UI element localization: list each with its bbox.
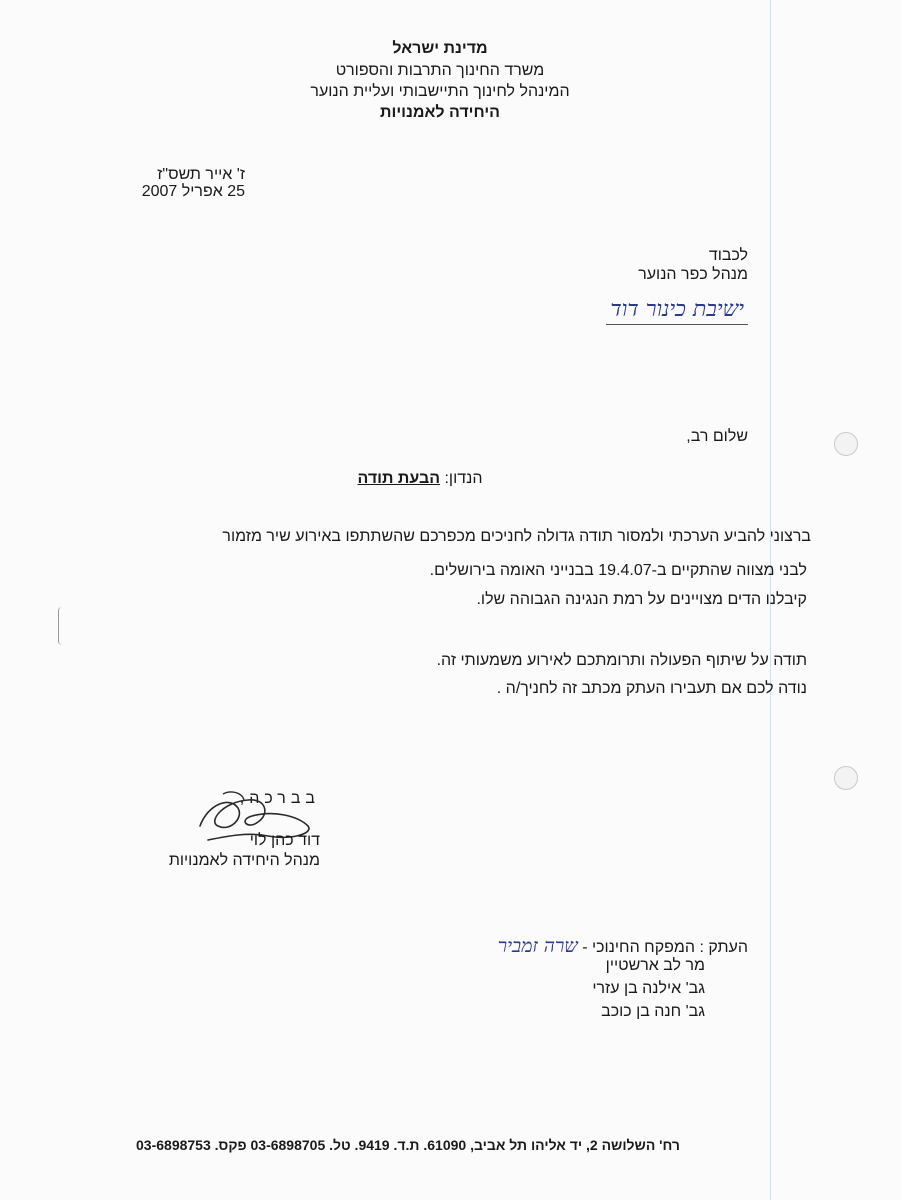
body-paragraph-2-line-1: תודה על שיתוף הפעולה ותרומתכם לאירוע משמעותי זה. (436, 652, 807, 669)
copies-label: העתק : (699, 939, 748, 956)
body-paragraph-1-line-3: קיבלנו הדים מצויינים על רמת הנגינה הגבוהה שלו. (476, 591, 807, 608)
greeting: שלום רב, (686, 428, 748, 445)
body-paragraph-1-line-2: לבני מצווה שהתקיים ב-19.4.07 בבנייני האומה בירושלים. (429, 562, 807, 579)
closing-name: דוד כהן לוי (249, 832, 320, 849)
letterhead-ministry: משרד החינוך התרבות והספורט (335, 62, 545, 79)
recipient-title: מנהל כפר הנוער (638, 266, 748, 283)
punch-hole-bottom (834, 766, 858, 790)
margin-mark (58, 607, 63, 645)
date-gregorian: 25 אפריל 2007 (141, 183, 245, 200)
subject-text: הבעת תודה (357, 470, 441, 487)
recipient-honorific: לכבוד (708, 247, 748, 264)
copies-recipient-2: מר לב ארשטיין (605, 957, 705, 974)
punch-hole-top (834, 432, 858, 456)
closing-blessing: בברכה, (239, 790, 320, 807)
copies-line-1 (498, 935, 748, 958)
body-paragraph-1-line-1: ברצוני להביע הערכתי ולמסור תודה גדולה לחניכים מכפרכם שהשתתפו באירוע שיר מזמור (222, 528, 811, 545)
copies-handwritten-name: שרה זמביר (497, 935, 578, 957)
subject-label: הנדון: (444, 470, 483, 487)
recipient-handwritten-name: ישיבת כינור דוד (606, 296, 748, 325)
body-paragraph-2-line-2: נודה לכם אם תעבירו העתק מכתב זה לחניך/ה . (496, 680, 807, 697)
closing-role: מנהל היחידה לאמנויות (168, 852, 320, 869)
letterhead-unit: היחידה לאמנויות (380, 104, 500, 121)
copies-recipient-1: המפקח החינוכי - (582, 939, 696, 956)
letterhead-administration: המינהל לחינוך התיישבותי ועליית הנוער (310, 83, 570, 100)
letterhead-state: מדינת ישראל (392, 40, 488, 57)
date-hebrew: ז' אייר תשס"ז (157, 166, 245, 183)
copies-recipient-4: גב' חנה בן כוכב (601, 1003, 705, 1020)
copies-recipient-3: גב' אילנה בן עזרי (592, 980, 705, 997)
subject-line (300, 470, 540, 488)
footer-address: רח' השלושה 2, יד אליהו תל אביב, 61090. ת.ד. 9419. טל. 03-6898705 פקס. 03-6898753 (136, 1137, 680, 1153)
